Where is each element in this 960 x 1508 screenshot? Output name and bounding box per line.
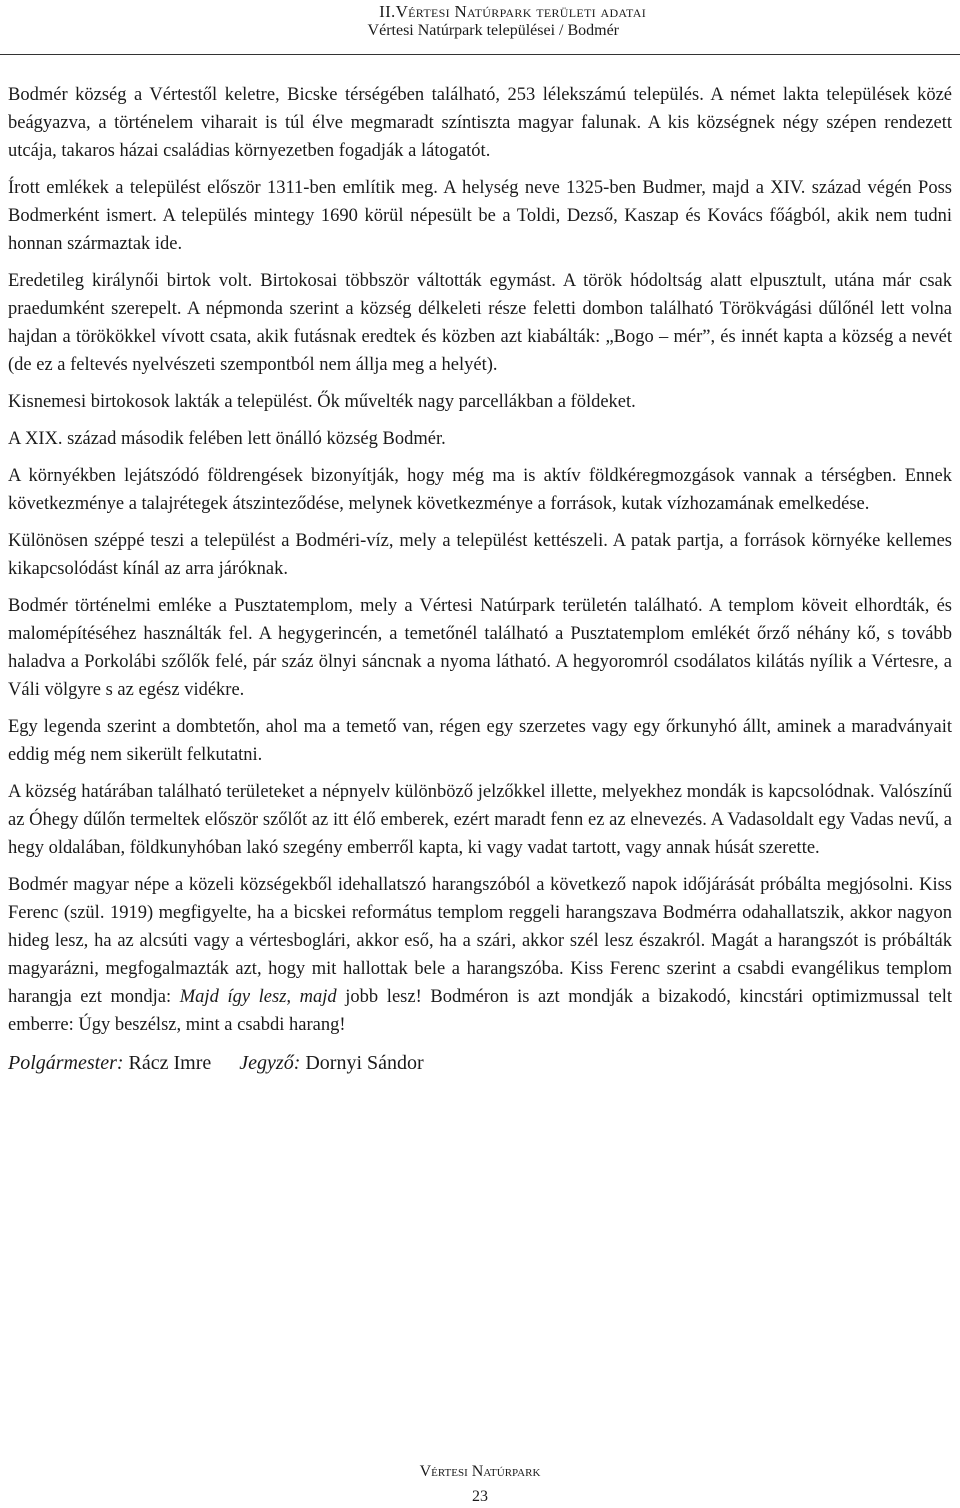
paragraph: A XIX. század második felében lett önálló község Bodmér.: [8, 429, 446, 449]
paragraph-text: Bodmér magyar népe a közeli községekből idehallatszó harangszóból a következő napok időjárását próbálta megjósolni. Kiss Ferenc (szül. 1919) megfigyelte, ha a bicskei református templom reggeli harangszava Bodmérra odahallatszik, akkor nagyon hideg lesz, ha az alcsúti vagy a vértesboglári, akkor eső, ha a szári, akkor szél lesz északról. Magát a harangszót is próbálták magyarázni, megfogalmazták azt, hogy mit hallottak bele a harangszóba. Kiss Ferenc szerint a csabdi evangélikus templom harangja ezt mondja:: [8, 875, 952, 1007]
paragraph: A környékben lejátszódó földrengések bizonyítják, hogy még ma is aktív földkéregmozgások vannak a térségben. Ennek következménye a talajrétegek átszinteződése, melynek következménye a források, kutak vízhozamának emelkedése.: [8, 466, 952, 514]
paragraph: Eredetileg királynői birtok volt. Birtokosai többször váltották egymást. A török hódoltság alatt elpusztult, utána már csak praedumként szerepelt. A népmonda szerint a község délkeleti része feletti dombon található Törökvágási dűlőnél lett volna hajdan a törökökkel vívott csata, akik futásnak eredtek és közben azt kiabálták: „Bogo – mér”, és innét kapta a község a nevét (de ez a feltevés nyelvészeti szempontból nem állja meg a helyét).: [8, 271, 952, 375]
header-divider: [0, 54, 960, 55]
article-body: [8, 81, 952, 1078]
paragraph-text: jobb lesz! Bodméron is azt mondják a bizakodó, kincstári optimizmussal telt emberre: Úgy beszélsz, mint a csabdi harang!: [8, 987, 952, 1035]
notary-name: Dornyi Sándor: [300, 1052, 424, 1074]
mayor-label: Polgármester:: [8, 1052, 124, 1074]
paragraph: Kisnemesi birtokosok lakták a települést. Ők művelték nagy parcellákban a földeket.: [8, 392, 636, 412]
breadcrumb-subtitle: Vértesi Natúrpark települései / Bodmér: [367, 22, 619, 39]
page-header: [0, 0, 960, 57]
page-number: 23: [472, 1488, 488, 1505]
paragraph: Egy legenda szerint a dombtetőn, ahol ma a temető van, régen egy szerzetes vagy egy őrkunyhó állt, aminek a maradványait eddig még nem sikerült felkutatni.: [8, 717, 952, 765]
mayor-name: Rácz Imre: [123, 1052, 212, 1074]
notary-label: Jegyző:: [239, 1052, 301, 1074]
paragraph: Bodmér történelmi emléke a Pusztatemplom, mely a Vértesi Natúrpark területén található. A templom köveit elhordták, és malomépítéséhez használták fel. A hegygerincén, a temetőnél található a Pusztatemplom emlékét őrző néhány kő, s tovább haladva a Porkolábi szőlők felé, pár száz ölnyi sáncnak a nyoma látható. A hegyoromról csodálatos kilátás nyílik a Vértesre, a Váli völgyre s az egész vidékre.: [8, 596, 952, 700]
footer-publication-name: Vértesi Natúrpark: [419, 1463, 541, 1480]
paragraph: Különösen széppé teszi a települést a Bodméri-víz, mely a települést kettészeli. A patak partja, a források környéke kellemes kikapcsolódást kínál az arra járóknak.: [8, 531, 952, 579]
paragraph: Bodmér község a Vértestől keletre, Bicske térségében található, 253 lélekszámú település. A német lakta települések közé beágyazva, a történelem viharait is túl élve megmaradt színtiszta magyar falunak. A kis községnek négy szépen rendezett utcája, takaros házai családias környezetben fogadják a látogatót.: [8, 85, 952, 161]
paragraph: Írott emlékek a települést először 1311-ben említik meg. A helység neve 1325-ben Budmer, majd a XIV. század végén Poss Bodmerként ismert. A település mintegy 1690 körül népesült be a Toldi, Dezső, Kaszap és Kovács főágból, akik nem tudni honnan származtak ide.: [8, 178, 952, 254]
paragraph: A község határában található területeket a népnyelv különböző jelzőkkel illette, melyekhez mondák is kapcsolódnak. Valószínű az Óhegy dűlőn termeltek először szőlőt az itt élő emberek, ezért maradt fenn ez az elnevezés. A Vadasoldalt egy Vadas nevű, a hegy oldalában, földkunyhóban lakó szegény emberről kapta, ki vagy vadat tartott, vagy annak húsát szerette.: [8, 782, 952, 858]
bell-saying-quote: Majd így lesz, majd: [179, 987, 337, 1007]
section-title: II.Vértesi Natúrpark területi adatai: [379, 2, 646, 21]
paragraph-weather-folklore: [8, 871, 952, 1039]
officials-line: [8, 1048, 952, 1078]
